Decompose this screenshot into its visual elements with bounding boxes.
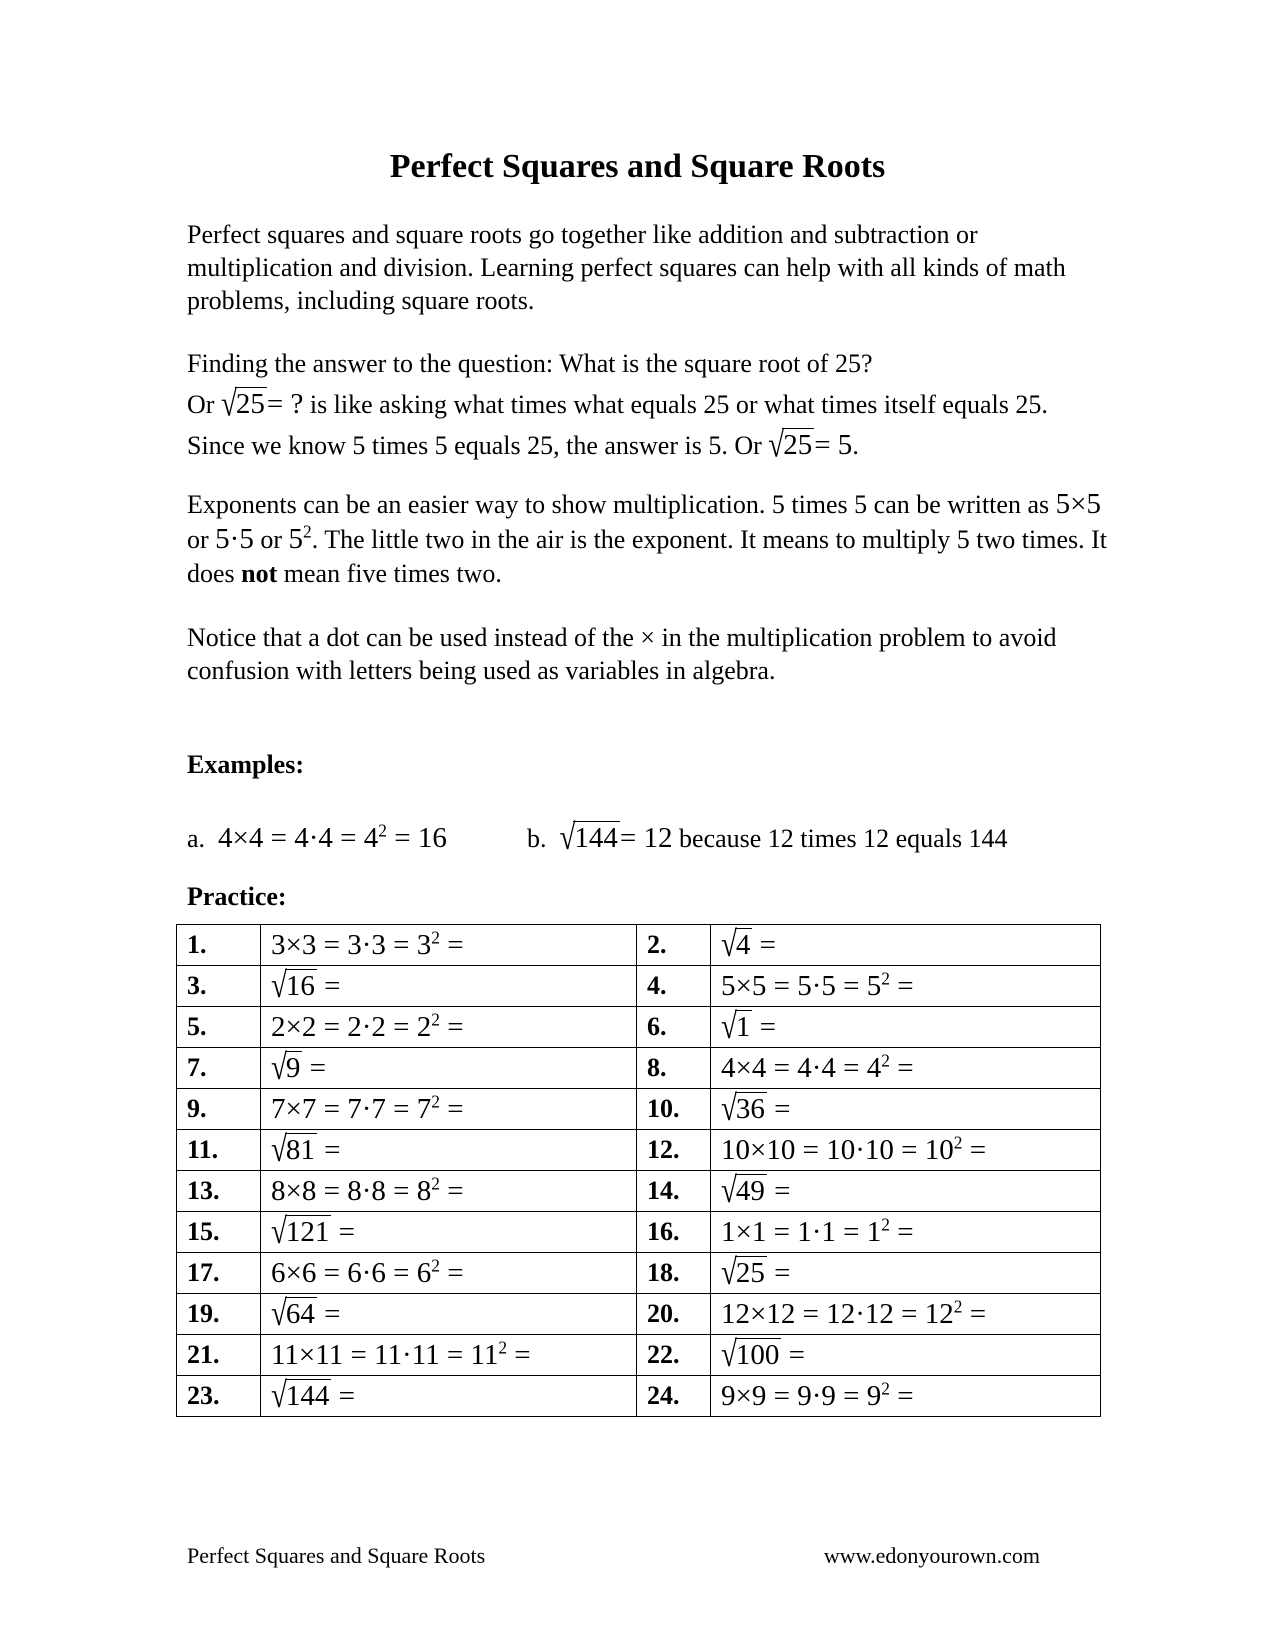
exponent: 2 xyxy=(881,1378,890,1399)
problem-number: 18. xyxy=(637,1253,711,1294)
equals-sign: = xyxy=(439,928,464,961)
square-root-expression xyxy=(271,1375,331,1416)
radicand: 9 xyxy=(285,1051,301,1084)
expression-text: 8×8 = 8·8 = 8 xyxy=(271,1174,432,1207)
problem-expression xyxy=(711,1376,1101,1417)
paragraph-text: or xyxy=(187,525,209,554)
expression-text: 5×5 = 5·5 = 5 xyxy=(721,969,882,1002)
example-explanation: because 12 times 12 equals 144 xyxy=(679,824,1008,853)
paragraph-text: . The little two in the air is the exponent. It means to multiply 5 two times. It does xyxy=(187,525,1108,588)
radical-sign-icon: √ xyxy=(271,1293,287,1334)
bold-text: not xyxy=(241,559,278,588)
radical-sign-icon: √ xyxy=(721,1334,737,1375)
square-root-expression xyxy=(559,817,620,858)
problem-expression xyxy=(711,1089,1101,1130)
math-expression: 5×5 xyxy=(1055,488,1101,520)
problem-number: 8. xyxy=(637,1048,711,1089)
square-root-expression xyxy=(768,425,814,465)
radicand: 144 xyxy=(285,1379,330,1412)
practice-heading: Practice: xyxy=(187,882,287,911)
equation-result: = 5 xyxy=(814,429,853,461)
problem-expression xyxy=(711,1007,1101,1048)
table-row xyxy=(177,1376,1101,1417)
square-root-expression xyxy=(721,1334,781,1375)
problem-expression xyxy=(261,1376,637,1417)
problem-number: 16. xyxy=(637,1212,711,1253)
problem-expression xyxy=(711,1048,1101,1089)
exponent: 2 xyxy=(498,1337,508,1358)
radical-sign-icon: √ xyxy=(271,1129,287,1170)
square-root-expression xyxy=(721,1252,767,1293)
expression-text: 4×4 = 4·4 = 4 xyxy=(218,822,379,854)
exponent: 2 xyxy=(881,1214,890,1235)
radicand: 1 xyxy=(735,1010,751,1043)
square-root-expression xyxy=(721,924,752,965)
problem-number: 13. xyxy=(177,1171,261,1212)
equals-sign: = xyxy=(889,969,914,1002)
example-b xyxy=(527,817,1008,858)
problem-expression xyxy=(711,1294,1101,1335)
radicand: 25 xyxy=(735,1256,765,1289)
problem-expression xyxy=(711,925,1101,966)
exponent: 2 xyxy=(431,1009,440,1030)
problem-expression xyxy=(261,1294,637,1335)
problem-expression xyxy=(261,1253,637,1294)
radicand: 64 xyxy=(285,1297,315,1330)
exponent: 2 xyxy=(431,1255,440,1276)
radicand: 81 xyxy=(285,1133,315,1166)
radicand: 4 xyxy=(735,928,751,961)
paragraph-text: . xyxy=(852,431,859,460)
practice-table xyxy=(176,924,1101,1417)
equals-sign: = xyxy=(962,1297,987,1330)
problem-expression xyxy=(711,1212,1101,1253)
equals-sign: = xyxy=(889,1379,914,1412)
equals-sign: = xyxy=(316,1297,341,1330)
example-label: a. xyxy=(187,824,206,853)
equals-sign: = xyxy=(766,1092,791,1125)
paragraph-text: Exponents can be an easier way to show multiplication. 5 times 5 can be written as xyxy=(187,490,1050,519)
problem-expression xyxy=(711,1253,1101,1294)
radicand: 36 xyxy=(735,1092,765,1125)
radical-sign-icon: √ xyxy=(721,1170,737,1211)
radicand: 121 xyxy=(285,1215,330,1248)
equals-sign: = xyxy=(781,1338,806,1371)
paragraph-text: Or xyxy=(187,390,215,419)
examples-heading: Examples: xyxy=(187,750,304,779)
problem-expression xyxy=(261,1089,637,1130)
square-root-expression xyxy=(271,965,317,1006)
problem-expression xyxy=(711,966,1101,1007)
problem-number: 21. xyxy=(177,1335,261,1376)
radicand: 144 xyxy=(574,822,618,854)
footer-url: www.edonyourown.com xyxy=(823,1543,1040,1568)
table-row xyxy=(177,1212,1101,1253)
problem-expression xyxy=(261,966,637,1007)
exponent-base: 5 xyxy=(288,523,304,555)
square-root-expression xyxy=(271,1211,331,1252)
exponent: 2 xyxy=(953,1132,963,1153)
footer-title: Perfect Squares and Square Roots xyxy=(187,1543,486,1568)
exponent: 2 xyxy=(431,1173,440,1194)
square-root-expression xyxy=(271,1129,317,1170)
table-row xyxy=(177,1007,1101,1048)
expression-text: 4×4 = 4·4 = 4 xyxy=(721,1051,882,1084)
table-row xyxy=(177,1335,1101,1376)
square-root-expression xyxy=(271,1047,302,1088)
equals-sign: = xyxy=(331,1379,356,1412)
square-root-paragraph xyxy=(187,344,1107,466)
problem-number: 10. xyxy=(637,1089,711,1130)
table-row xyxy=(177,1294,1101,1335)
radical-sign-icon: √ xyxy=(721,924,737,965)
expression-text: 2×2 = 2·2 = 2 xyxy=(271,1010,432,1043)
paragraph-text: or xyxy=(260,525,283,554)
problem-number: 4. xyxy=(637,966,711,1007)
radicand: 16 xyxy=(285,969,315,1002)
equals-sign: = xyxy=(439,1256,464,1289)
radical-sign-icon: √ xyxy=(271,965,287,1006)
paragraph-text: Finding the answer to the question: What is the square root of 25? xyxy=(187,349,873,378)
expression-text: 7×7 = 7·7 = 7 xyxy=(271,1092,432,1125)
equals-sign: = xyxy=(889,1215,914,1248)
radical-sign-icon: √ xyxy=(721,1252,737,1293)
problem-expression xyxy=(711,1171,1101,1212)
expression-text: 1×1 = 1·1 = 1 xyxy=(721,1215,882,1248)
radical-sign-icon: √ xyxy=(559,817,576,858)
intro-paragraph: Perfect squares and square roots go together like addition and subtraction or multiplication and division. Learning perfect squares can help with all kinds of math problems, including square roots. xyxy=(187,220,1066,315)
radicand: 25 xyxy=(235,388,265,420)
equals-sign: = xyxy=(766,1256,791,1289)
equals-sign: = xyxy=(316,969,341,1002)
problem-number: 2. xyxy=(637,925,711,966)
equals-sign: = xyxy=(889,1051,914,1084)
problem-number: 1. xyxy=(177,925,261,966)
example-expression xyxy=(218,822,447,854)
exponent: 2 xyxy=(431,927,440,948)
problem-number: 5. xyxy=(177,1007,261,1048)
math-expression: 5·5 xyxy=(215,523,254,555)
paragraph-text: mean five times two. xyxy=(283,559,502,588)
radicand: 100 xyxy=(735,1338,780,1371)
dot-notation-paragraph: Notice that a dot can be used instead of the × in the multiplication problem to avoid confusion with letters being used as variables in algebra. xyxy=(187,623,1057,685)
paragraph-text: is like asking what times what equals 25 or what times itself equals 25. Since we know 5 times 5 equals 25, the answer is 5. Or xyxy=(187,390,1048,460)
equals-sign: = xyxy=(439,1092,464,1125)
square-root-expression xyxy=(721,1170,767,1211)
problem-number: 19. xyxy=(177,1294,261,1335)
radical-sign-icon: √ xyxy=(768,425,785,465)
page-title: Perfect Squares and Square Roots xyxy=(389,148,886,185)
square-root-expression xyxy=(271,1293,317,1334)
radicand: 49 xyxy=(735,1174,765,1207)
equals-sign: = xyxy=(316,1133,341,1166)
expression-text: 9×9 = 9·9 = 9 xyxy=(721,1379,882,1412)
problem-number: 15. xyxy=(177,1212,261,1253)
problem-expression xyxy=(261,1130,637,1171)
examples-row xyxy=(187,817,1087,862)
equals-sign: = xyxy=(962,1133,987,1166)
problem-expression xyxy=(711,1335,1101,1376)
radical-sign-icon: √ xyxy=(220,384,237,424)
example-a xyxy=(187,822,447,855)
problem-number: 24. xyxy=(637,1376,711,1417)
problem-number: 6. xyxy=(637,1007,711,1048)
exponents-paragraph xyxy=(187,487,1107,591)
equals-sign: = xyxy=(439,1174,464,1207)
problem-expression xyxy=(261,1171,637,1212)
table-row xyxy=(177,966,1101,1007)
problem-expression xyxy=(261,1048,637,1089)
problem-number: 14. xyxy=(637,1171,711,1212)
equals-sign: = xyxy=(752,928,777,961)
problem-number: 23. xyxy=(177,1376,261,1417)
table-row xyxy=(177,925,1101,966)
table-row xyxy=(177,1048,1101,1089)
equals-sign: = xyxy=(766,1174,791,1207)
problem-expression xyxy=(711,1130,1101,1171)
problem-number: 7. xyxy=(177,1048,261,1089)
exponent: 2 xyxy=(953,1296,963,1317)
equals-sign: = xyxy=(439,1010,464,1043)
square-root-expression xyxy=(721,1088,767,1129)
equals-sign: = xyxy=(507,1338,531,1371)
problem-number: 17. xyxy=(177,1253,261,1294)
problem-number: 22. xyxy=(637,1335,711,1376)
radical-sign-icon: √ xyxy=(271,1047,287,1088)
equals-sign: = xyxy=(302,1051,327,1084)
exponent: 2 xyxy=(431,1091,440,1112)
exponent: 2 xyxy=(378,820,387,841)
table-row xyxy=(177,1130,1101,1171)
expression-result: = 16 xyxy=(386,822,447,854)
table-row xyxy=(177,1089,1101,1130)
square-root-expression xyxy=(221,384,267,424)
problem-number: 20. xyxy=(637,1294,711,1335)
problem-expression xyxy=(261,1212,637,1253)
equation-result: = ? xyxy=(266,388,304,420)
exponent: 2 xyxy=(881,968,890,989)
radical-sign-icon: √ xyxy=(721,1088,737,1129)
radicand: 25 xyxy=(783,429,813,461)
problem-expression xyxy=(261,1007,637,1048)
example-label: b. xyxy=(527,824,547,853)
radical-sign-icon: √ xyxy=(721,1006,737,1047)
equals-sign: = xyxy=(752,1010,777,1043)
math-expression xyxy=(289,523,312,555)
problem-number: 11. xyxy=(177,1130,261,1171)
exponent: 2 xyxy=(303,521,312,542)
problem-number: 9. xyxy=(177,1089,261,1130)
problem-number: 12. xyxy=(637,1130,711,1171)
radical-sign-icon: √ xyxy=(271,1211,287,1252)
equation-result: = 12 xyxy=(619,822,673,854)
expression-text: 12×12 = 12·12 = 12 xyxy=(721,1297,954,1330)
problem-expression xyxy=(261,925,637,966)
expression-text: 3×3 = 3·3 = 3 xyxy=(271,928,432,961)
expression-text: 10×10 = 10·10 = 10 xyxy=(721,1133,954,1166)
problem-expression xyxy=(261,1335,637,1376)
table-row xyxy=(177,1171,1101,1212)
expression-text: 6×6 = 6·6 = 6 xyxy=(271,1256,432,1289)
problem-number: 3. xyxy=(177,966,261,1007)
radical-sign-icon: √ xyxy=(271,1375,287,1416)
table-row xyxy=(177,1253,1101,1294)
expression-text: 11×11 = 11·11 = 11 xyxy=(271,1338,499,1371)
square-root-expression xyxy=(721,1006,752,1047)
exponent: 2 xyxy=(881,1050,890,1071)
equals-sign: = xyxy=(331,1215,356,1248)
